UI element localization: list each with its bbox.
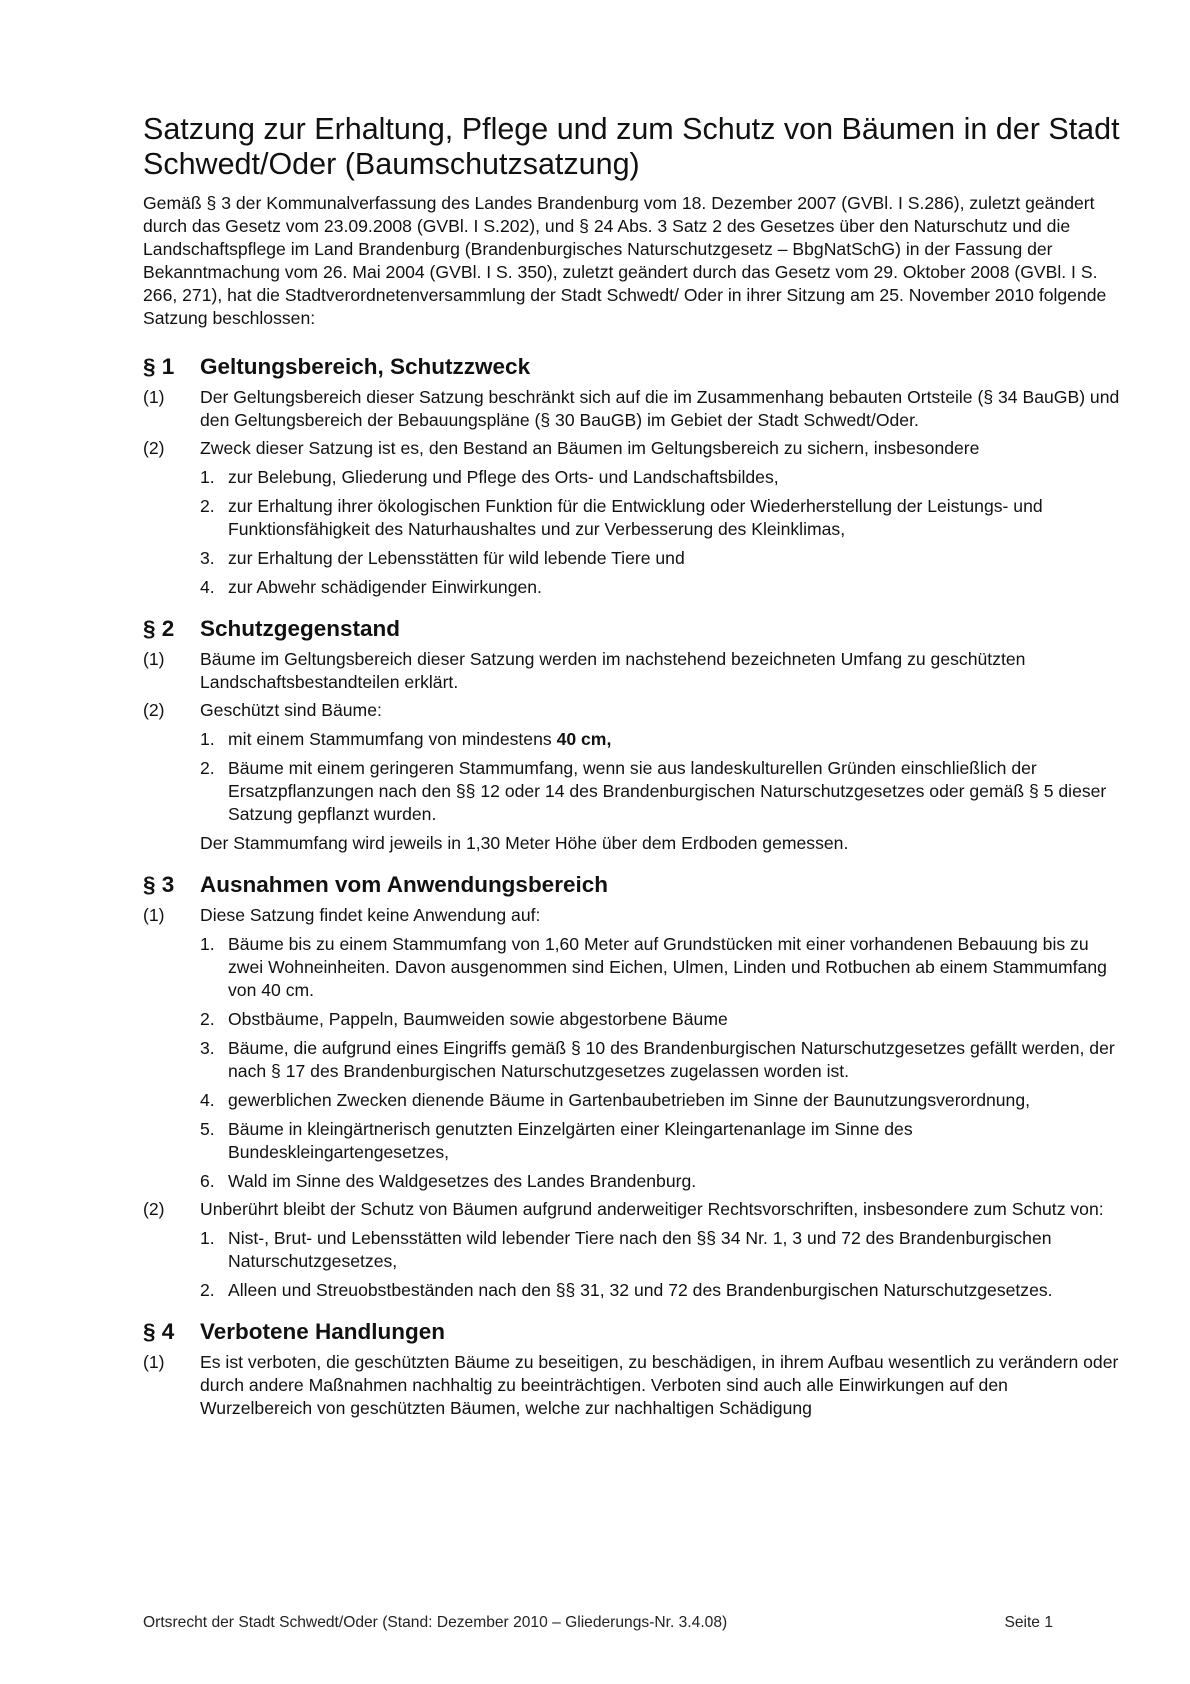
paragraph-number: (1) [143,905,165,925]
list-number: 3. [200,1038,215,1058]
footer-source: Ortsrecht der Stadt Schwedt/Oder (Stand: Dezember 2010 – Gliederungs-Nr. 3.4.08) [143,1614,728,1631]
list-text: Bäume mit einem geringeren Stammumfang, wenn sie aus landeskulturellen Gründen einschließlich der Ersatzpflanzungen nach den §§ 12 oder 14 des Brandenburgischen Naturschutzgesetzes oder gemäß § 5 dieser Satzung gepflanzt wurden. [228,758,1107,824]
list-number: 2. [200,758,215,778]
list-item [200,1008,1123,1031]
list-item [200,1037,1123,1083]
list-number: 2. [200,1280,215,1300]
paragraph-text: Es ist verboten, die geschützten Bäume zu beseitigen, zu beschädigen, in ihrem Aufbau wesentlich zu verändern oder durch andere Maßnahmen nachhaltig zu beeinträchtigen. Verboten sind auch alle Einwirkungen auf den Wurzelbereich von geschützten Bäumen, welche zur nachhaltigen Schädigung [200,1352,1119,1418]
section-3-heading [143,871,1123,899]
list-text: mit einem Stammumfang von mindestens 40 cm, [228,729,612,749]
paragraph [143,699,1123,722]
paragraph-text: Der Geltungsbereich dieser Satzung beschränkt sich auf die im Zusammenhang bebauten Ortsteile (§ 34 BauGB) und den Geltungsbereich der Bebauungspläne (§ 30 BauGB) im Gebiet der Stadt Schwedt/Oder. [200,387,1120,430]
list-item [200,1279,1123,1302]
list-item [200,466,1123,489]
list-number: 3. [200,548,215,568]
paragraph-text: Geschützt sind Bäume: [200,700,382,720]
section-title: Verbotene Handlungen [200,1319,446,1344]
list-number: 2. [200,1009,215,1029]
list-number: 1. [200,467,215,487]
paragraph [143,437,1123,460]
list-item [200,728,1123,751]
list-item [200,1118,1123,1164]
list-number: 4. [200,1090,215,1110]
list-text: Alleen und Streuobstbeständen nach den §§ 31, 32 und 72 des Brandenburgischen Naturschutzgesetzes. [228,1280,1053,1300]
list-text: Bäume bis zu einem Stammumfang von 1,60 Meter auf Grundstücken mit einer vorhandenen Bebauung bis zu zwei Wohneinheiten. Davon ausgenommen sind Eichen, Ulmen, Linden und Rotbuchen ab einem Stammumfang von 40 cm. [228,934,1107,1000]
paragraph-number: (2) [143,700,165,720]
section-2-heading [143,615,1123,643]
preamble: Gemäß § 3 der Kommunalverfassung des Landes Brandenburg vom 18. Dezember 2007 (GVBl. I S.286), zuletzt geändert durch das Gesetz vom 23.09.2008 (GVBl. I S.202), und § 24 Abs. 3 Satz 2 des Gesetzes über den Naturschutz und die Landschaftspflege im Land Brandenburg (Brandenburgisches Naturschutzgesetz – BbgNatSchG) in der Fassung der Bekanntmachung vom 26. Mai 2004 (GVBl. I S. 350), zuletzt geändert durch das Gesetz vom 29. Oktober 2008 (GVBl. I S. 266, 271), hat die Stadtverordnetenversammlung der Stadt Schwedt/ Oder in ihrer Sitzung am 25. November 2010 folgende Satzung beschlossen: [143,193,1107,328]
paragraph-text: Bäume im Geltungsbereich dieser Satzung werden im nachstehend bezeichneten Umfang zu geschützten Landschaftsbestandteilen erklärt. [200,649,1026,692]
paragraph-number: (1) [143,1352,165,1372]
page-number: Seite 1 [1004,1614,1053,1631]
page-footer [143,1613,1053,1633]
paragraph [143,1351,1123,1420]
list-number: 1. [200,729,215,749]
list-number: 5. [200,1119,215,1139]
paragraph [143,904,1123,927]
section-title: Schutzgegenstand [200,616,401,641]
paragraph-text: Diese Satzung findet keine Anwendung auf: [200,905,541,925]
paragraph-number: (2) [143,1199,165,1219]
paragraph-number: (1) [143,649,165,669]
section-number: § 4 [143,1319,175,1344]
list-number: 1. [200,934,215,954]
paragraph-text: Zweck dieser Satzung ist es, den Bestand an Bäumen im Geltungsbereich zu sichern, insbesondere [200,438,980,458]
paragraph [143,1198,1123,1221]
paragraph-number: (2) [143,438,165,458]
section-number: § 1 [143,354,175,379]
list-number: 6. [200,1171,215,1191]
list-item [200,495,1123,541]
list-item [200,547,1123,570]
list-number: 1. [200,1228,215,1248]
list-item [200,757,1123,826]
list-text: Bäume in kleingärtnerisch genutzten Einzelgärten einer Kleingartenanlage im Sinne des Bundeskleingartengesetzes, [228,1119,913,1162]
list-text: zur Erhaltung ihrer ökologischen Funktion für die Entwicklung oder Wiederherstellung der Leistungs- und Funktionsfähigkeit des Naturhaushaltes und zur Verbesserung des Kleinklimas, [228,496,1043,539]
list-item [200,1227,1123,1273]
document-page [143,112,1123,1420]
list-text: Wald im Sinne des Waldgesetzes des Landes Brandenburg. [228,1171,697,1191]
paragraph-number: (1) [143,387,165,407]
measurement-note: Der Stammumfang wird jeweils in 1,30 Meter Höhe über dem Erdboden gemessen. [200,833,849,853]
list-text: Nist-, Brut- und Lebensstätten wild lebender Tiere nach den §§ 34 Nr. 1, 3 und 72 des Brandenburgischen Naturschutzgesetzes, [228,1228,1052,1271]
paragraph [143,648,1123,694]
section-number: § 2 [143,616,175,641]
paragraph [143,386,1123,432]
section-4-heading [143,1318,1123,1346]
list-text: zur Belebung, Gliederung und Pflege des Orts- und Landschaftsbildes, [228,467,779,487]
list-item [200,576,1123,599]
paragraph-text: Unberührt bleibt der Schutz von Bäumen aufgrund anderweitiger Rechtsvorschriften, insbesondere zum Schutz von: [200,1199,1104,1219]
list-text: Bäume, die aufgrund eines Eingriffs gemäß § 10 des Brandenburgischen Naturschutzgesetzes gefällt werden, der nach § 17 des Brandenburgischen Naturschutzgesetzes zugelassen worden ist. [228,1038,1115,1081]
list-text: gewerblichen Zwecken dienende Bäume in Gartenbaubetrieben im Sinne der Baunutzungsverordnung, [228,1090,1031,1110]
document-title: Satzung zur Erhaltung, Pflege und zum Schutz von Bäumen in der Stadt Schwedt/Oder (Baumschutzsatzung) [143,112,1120,181]
list-text: Obstbäume, Pappeln, Baumweiden sowie abgestorbene Bäume [228,1009,728,1029]
list-number: 2. [200,496,215,516]
list-item [200,1170,1123,1193]
section-number: § 3 [143,872,175,897]
section-1-heading [143,353,1123,381]
list-item [200,1089,1123,1112]
list-text: zur Abwehr schädigender Einwirkungen. [228,577,542,597]
list-text: zur Erhaltung der Lebensstätten für wild lebende Tiere und [228,548,685,568]
list-item [200,933,1123,1002]
bold-value: 40 cm, [556,729,612,749]
list-number: 4. [200,577,215,597]
section-title: Geltungsbereich, Schutzzweck [200,354,531,379]
section-title: Ausnahmen vom Anwendungsbereich [200,872,608,897]
